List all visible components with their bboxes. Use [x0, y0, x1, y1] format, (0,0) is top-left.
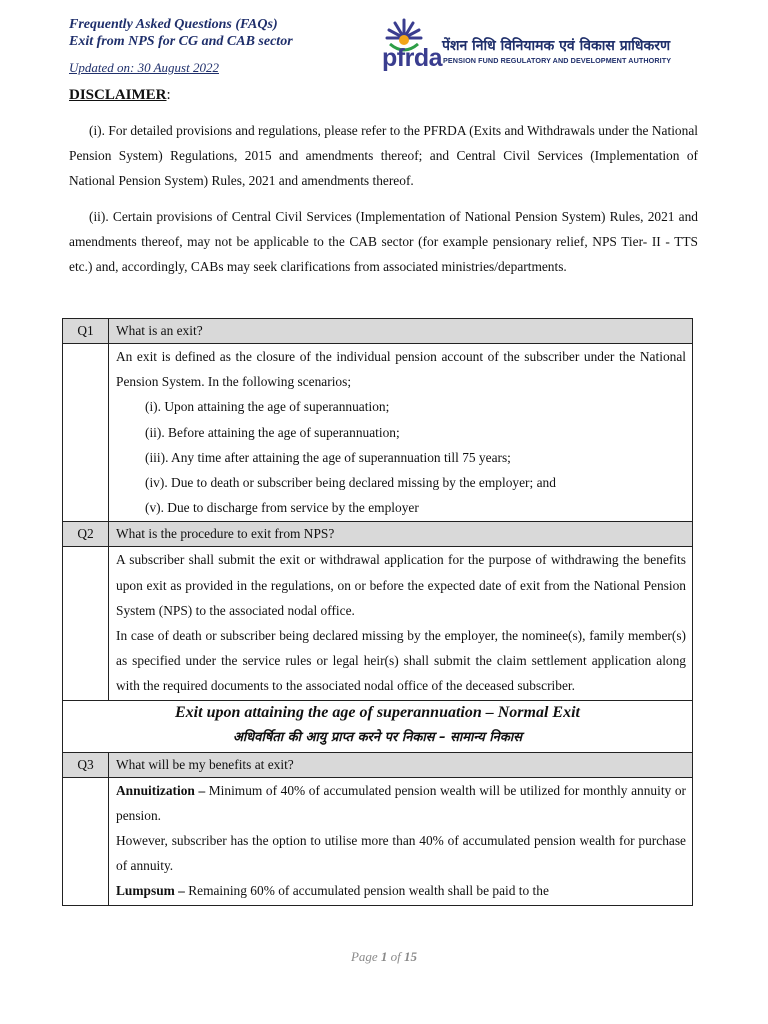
section-heading	[63, 700, 693, 752]
q3-number: Q3	[63, 752, 109, 777]
page-word: Page	[350, 949, 378, 964]
logo-hindi-name: पेंशन निधि विनियामक एवं विकास प्राधिकरण	[442, 38, 671, 54]
document-header	[69, 16, 293, 50]
disclaimer-colon: :	[166, 87, 171, 103]
annuitization-text: Minimum of 40% of accumulated pension wealth will be utilized for monthly annuity or pension.	[116, 782, 686, 823]
faq-table	[62, 318, 693, 906]
lumpsum-label: Lumpsum –	[116, 883, 185, 899]
annuitization-label: Annuitization –	[116, 782, 206, 798]
q2-answer-para-2: In case of death or subscriber being declared missing by the employer, the nominee(s), family member(s) as specified under the service rules or legal heir(s) shall submit the claim settlement application along with the required documents to the associated nodal office of the deceased subscriber.	[116, 628, 686, 694]
q1-item-1: (i). Upon attaining the age of superannuation;	[145, 399, 390, 415]
q1-item-2: (ii). Before attaining the age of superannuation;	[145, 424, 400, 440]
q1-row	[63, 319, 693, 344]
q3-answer	[109, 777, 693, 905]
pfrda-logo	[382, 14, 702, 74]
header-title-exit: Exit from NPS for CG and CAB sector	[69, 34, 293, 49]
disclaimer-title-text: DISCLAIMER	[69, 87, 167, 103]
q3-annuitization	[116, 778, 686, 828]
q1-item-3: (iii). Any time after attaining the age of superannuation till 75 years;	[145, 449, 511, 465]
q2-answer	[109, 547, 693, 700]
q3-lumpsum	[116, 878, 686, 903]
header-title-faqs: Frequently Asked Questions (FAQs)	[69, 17, 278, 32]
q2-row	[63, 522, 693, 547]
logo-abbr: pfrda	[382, 44, 442, 72]
page-current: 1	[380, 949, 388, 964]
q2-answer-para-1: A subscriber shall submit the exit or withdrawal application for the purpose of withdrawing the benefits upon exit as provided in the regulations, on or before the expected date of exit from the National Pension System (NPS) to the associated nodal office.	[116, 552, 686, 618]
q3-question: What will be my benefits at exit?	[109, 752, 693, 777]
q1-answer-row	[63, 344, 693, 522]
q3-answer-row	[63, 777, 693, 905]
page-footer	[0, 949, 768, 965]
q2-number: Q2	[63, 522, 109, 547]
logo-english-name: PENSION FUND REGULATORY AND DEVELOPMENT AUTHORITY	[443, 56, 672, 65]
q1-question: What is an exit?	[109, 319, 693, 344]
page-total: 15	[404, 949, 418, 964]
q3-row	[63, 752, 693, 777]
disclaimer-point-2: (ii). Certain provisions of Central Civil Services (Implementation of National Pension System) Rules, 2021 and amendments thereof, may not be applicable to the CAB sector (for example pensionary relief, NPS Tier- II - TTS etc.) and, accordingly, CABs may seek clarifications from associated ministries/departments.	[69, 209, 698, 274]
q2-answer-row	[63, 547, 693, 700]
disclaimer-point-1: (i). For detailed provisions and regulations, please refer to the PFRDA (Exits and Withdrawals under the National Pension System) Regulations, 2015 and amendments thereof; and Central Civil Services (Implementation of National Pension System) Rules, 2021 and amendments thereof.	[69, 123, 698, 188]
q1-number: Q1	[63, 319, 109, 344]
q1-answer-spacer	[63, 344, 109, 522]
section-title-hindi: अधिवर्षिता की आयु प्राप्त करने पर निकास – सामान्य निकास	[232, 729, 523, 745]
section-heading-row	[63, 700, 693, 752]
q1-item-4: (iv). Due to death or subscriber being declared missing by the employer; and	[145, 475, 556, 491]
q3-answer-spacer	[63, 777, 109, 905]
disclaimer-title	[69, 87, 171, 104]
q1-item-5: (v). Due to discharge from service by the employer	[145, 500, 419, 516]
q2-question: What is the procedure to exit from NPS?	[109, 522, 693, 547]
q1-answer	[109, 344, 693, 522]
q2-answer-spacer	[63, 547, 109, 700]
page-of-word: of	[390, 949, 401, 964]
q3-however: However, subscriber has the option to utilise more than 40% of accumulated pension wealth for purchase of annuity.	[116, 833, 686, 874]
q1-answer-intro: An exit is defined as the closure of the individual pension account of the subscriber under the National Pension System. In the following scenarios;	[116, 349, 686, 390]
updated-date: Updated on: 30 August 2022	[69, 60, 219, 75]
section-title-english: Exit upon attaining the age of superannuation – Normal Exit	[175, 703, 580, 721]
lumpsum-text: Remaining 60% of accumulated pension wealth shall be paid to the	[184, 883, 549, 899]
